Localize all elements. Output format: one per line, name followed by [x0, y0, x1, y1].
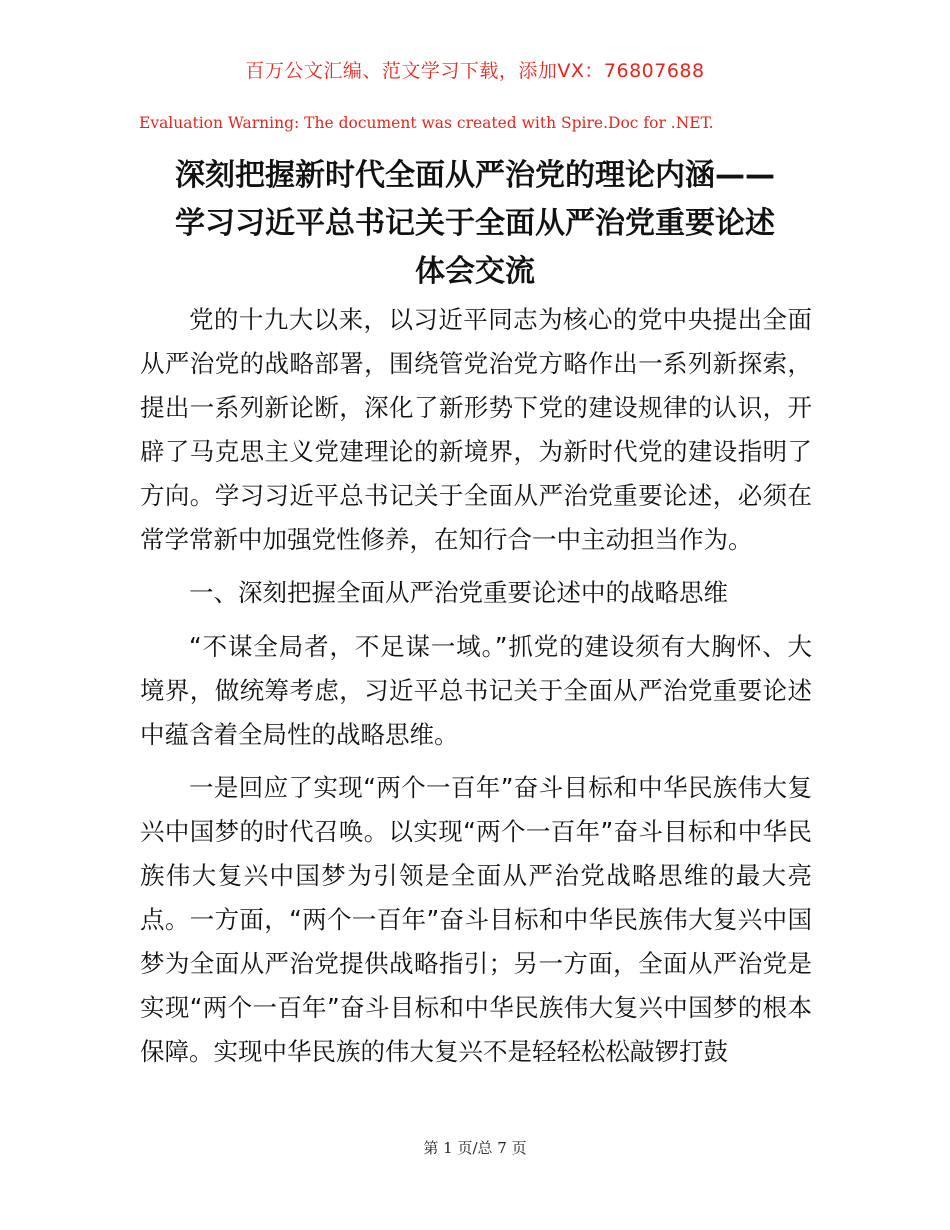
intro-paragraph: 党的十九大以来，以习近平同志为核心的党中央提出全面从严治党的战略部署，围绕管党治党方略作出一系列新探索，提出一系列新论断，深化了新形势下党的建设规律的认识，开辟了马克思主义党建理论的新境界，为新时代党的建设指明了方向。学习习近平总书记关于全面从严治党重要论述，必须在常学常新中加强党性修养，在知行合一中主动担当作为。 — [140, 305, 812, 554]
document-body — [140, 298, 812, 1083]
title-line-2: 学习习近平总书记关于全面从严治党重要论述 — [175, 206, 775, 241]
title-line-3: 体会交流 — [415, 254, 535, 289]
title-line-1: 深刻把握新时代全面从严治党的理论内涵—— — [175, 158, 775, 193]
promo-banner: 百万公文汇编、范文学习下载，添加VX：76807688 — [245, 60, 705, 82]
evaluation-warning: Evaluation Warning: The document was created with Spire.Doc for .NET. — [139, 114, 714, 132]
section-heading: 一、深刻把握全面从严治党重要论述中的战略思维 — [189, 578, 728, 607]
page-indicator: 第 1 页/总 7 页 — [423, 1139, 527, 1157]
quote-paragraph: “不谋全局者，不足谋一域。”抓党的建设须有大胸怀、大境界，做统筹考虑，习近平总书记关于全面从严治党重要论述中蕴含着全局性的战略思维。 — [140, 632, 812, 749]
document-title — [100, 152, 850, 296]
point-one-paragraph: 一是回应了实现“两个一百年”奋斗目标和中华民族伟大复兴中国梦的时代召唤。以实现“两个一百年”奋斗目标和中华民族伟大复兴中国梦为引领是全面从严治党战略思维的最大亮点。一方面，“两个一百年”奋斗目标和中华民族伟大复兴中国梦为全面从严治党提供战略指引；另一方面，全面从严治党是实现“两个一百年”奋斗目标和中华民族伟大复兴中国梦的根本保障。实现中华民族的伟大复兴不是轻轻松松敲锣打鼓 — [140, 773, 812, 1066]
